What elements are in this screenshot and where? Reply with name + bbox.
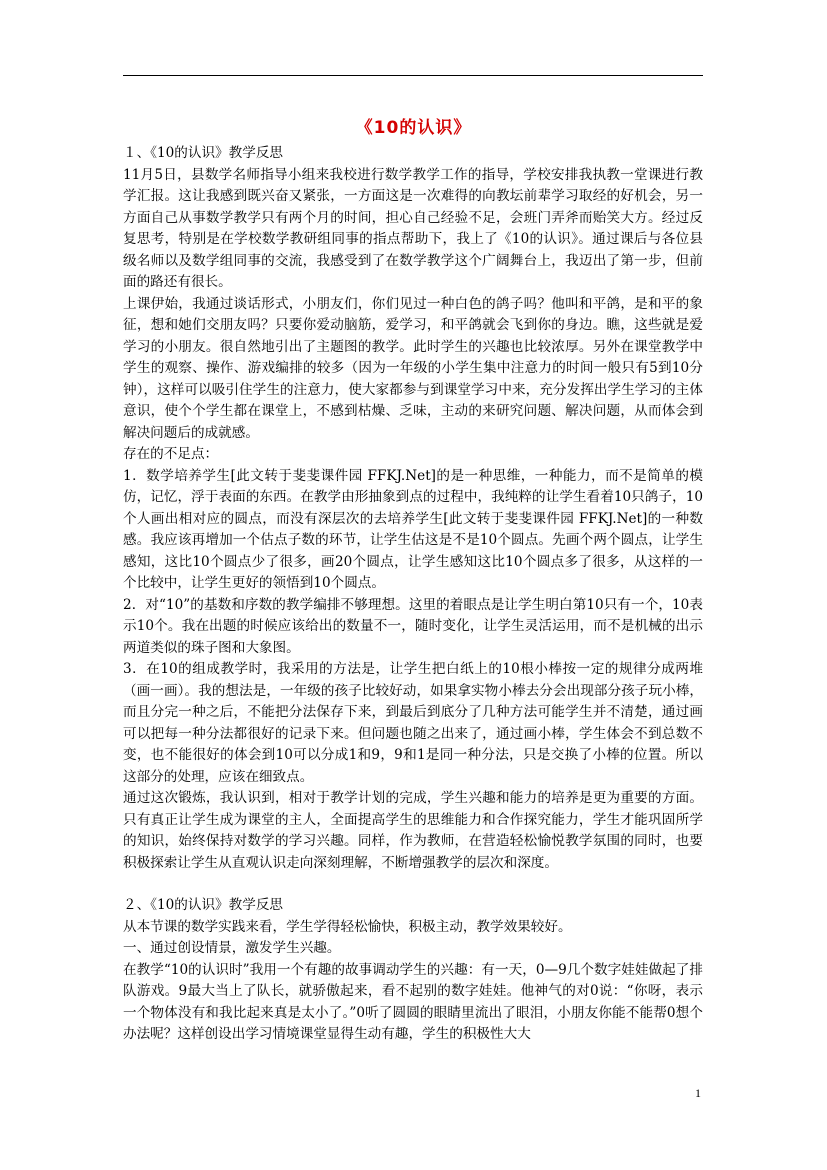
body-paragraph: 一、通过创设情景，激发学生兴趣。	[123, 940, 341, 956]
body-paragraph: 通过这次锻炼，我认识到，相对于教学计划的完成，学生兴趣和能力的培养是更为重要的方面。只有真正让学生成为课堂的主人，全面提高学生的思维能力和合作探究能力，学生才能巩固所学的知识，始终保持对数学的学习兴趣。同样，作为教师，在营造轻松愉悦教学氛围的同时，也要积极探索让学生从直观认识走向深刻理解，不断增强教学的层次和深度。	[123, 790, 703, 871]
body-paragraph: 从本节课的数学实践来看，学生学得轻松愉快，积极主动，教学效果较好。	[123, 918, 572, 935]
document-title: 《10的认识》	[355, 118, 472, 138]
body-paragraph: 2．对“10”的基数和序数的教学编排不够理想。这里的着眼点是让学生明白第10只有一个，10表示10个。我在出题的时候应该给出的数量不一，随时变化，让学生灵活运用，而不是机械的出示两道类似的珠子图和大象图。	[123, 596, 703, 656]
body-paragraph: 3．在10的组成教学时，我采用的方法是，让学生把白纸上的10根小棒按一定的规律分成两堆（画一画）。我的想法是，一年级的孩子比较好动，如果拿实物小棒去分会出现部分孩子玩小棒，而且分完一种之后，不能把分法保存下来，到最后到底分了几种方法可能学生并不清楚，通过画可以把每一种分法都很好的记录下来。但问题也随之出来了，通过画小棒，学生体会不到总数不变，也不能很好的体会到10可以分成1和9，9和1是同一种分法，只是交换了小棒的位置。所以这部分的处理，应该在细致点。	[123, 661, 703, 785]
body-paragraph: 11月5日，县数学名师指导小组来我校进行数学教学工作的指导，学校安排我执教一堂课进行教学汇报。这让我感到既兴奋又紧张，一方面这是一次难得的向教坛前辈学习取经的好机会，另一方面自己从事数学教学只有两个月的时间，担心自己经验不足，会班门弄斧而贻笑大方。经过反复思考，特别是在学校数学教研组同事的指点帮助下，我上了《10的认识》。通过课后与各位县级名师以及数学组同事的交流，我感受到了在数学教学这个广阔舞台上，我迈出了第一步，但前面的路还有很长。	[123, 166, 703, 290]
document-body	[123, 143, 703, 1046]
body-paragraph: 在教学“10的认识时”我用一个有趣的故事调动学生的兴趣：有一天，0—9几个数字娃娃做起了排队游戏。9最大当上了队长，就骄傲起来，看不起别的数字娃娃。他神气的对0说：“你呀，表示一个物体没有和我比起来真是太小了。”0听了圆圆的眼睛里流出了眼泪，小朋友你能不能帮0想个办法呢？这样创设出学习情境课堂显得生动有趣，学生的积极性大大	[123, 961, 703, 1042]
body-paragraph: 上课伊始，我通过谈话形式，小朋友们，你们见过一种白色的鸽子吗？他叫和平鸽，是和平的象征，想和她们交朋友吗？只要你爱动脑筋，爱学习，和平鸽就会飞到你的身边。瞧，这些就是爱学习的小朋友。很自然地引出了主题图的教学。此时学生的兴趣也比较浓厚。另外在课堂教学中学生的观察、操作、游戏编排的较多（因为一年级的小学生集中注意力的时间一般只有5到10分钟），这样可以吸引住学生的注意力，使大家都参与到课堂学习中来，充分发挥出学生学习的主体意识，使个个学生都在课堂上，不感到枯燥、乏味，主动的来研究问题、解决问题，从而体会到解决问题后的成就感。	[123, 295, 703, 441]
paragraph-gap	[123, 874, 703, 895]
body-paragraph: 1．数学培养学生[此文转于斐斐课件园 FFKJ.Net]的是一种思维，一种能力，而不是简单的模仿，记忆，浮于表面的东西。在教学由形抽象到点的过程中，我纯粹的让学生看着10只鸽子，10个人画出相对应的圆点，而没有深层次的去培养学生[此文转于斐斐课件园 FFKJ.Net]的一种数感。我应该再增加一个估点子数的环节，让学生估这是不是10个圆点。先画个两个圆点，让学生感知，这比10个圆点少了很多，画20个圆点，让学生感知这比10个圆点多了很多，从这样的一个比较中，让学生更好的领悟到10个圆点。	[123, 467, 703, 591]
body-paragraph: 存在的不足点：	[123, 446, 219, 462]
section-heading: １、《10的认识》教学反思	[123, 145, 284, 161]
header-rule	[123, 75, 703, 76]
section-heading: ２、《10的认识》教学反思	[123, 897, 284, 913]
page-number: 1	[695, 1086, 701, 1100]
